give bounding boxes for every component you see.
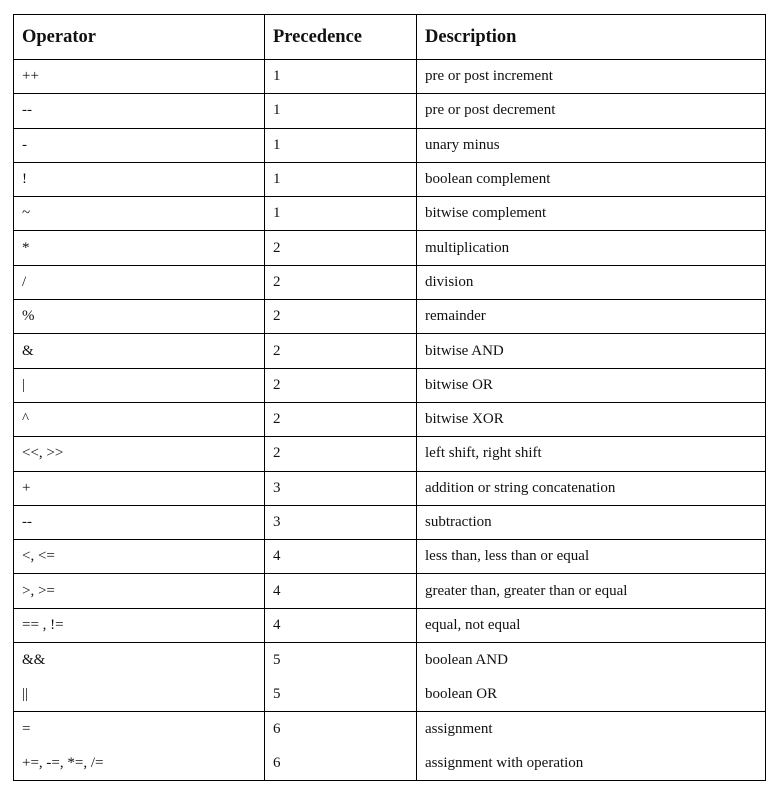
grouped-line: = — [22, 721, 31, 738]
operator-cell: | — [14, 368, 265, 402]
operator-cell: ~ — [14, 197, 265, 231]
precedence-cell: 4 — [265, 574, 417, 608]
table-header-row — [14, 15, 766, 60]
description-cell: left shift, right shift — [417, 437, 766, 471]
description-cell: greater than, greater than or equal — [417, 574, 766, 608]
table-row — [14, 368, 766, 402]
operator-cell — [14, 643, 265, 712]
table-row — [14, 402, 766, 436]
table-row — [14, 60, 766, 94]
precedence-cell: 4 — [265, 608, 417, 642]
description-cell: division — [417, 265, 766, 299]
operator-cell: & — [14, 334, 265, 368]
operator-cell: <<, >> — [14, 437, 265, 471]
grouped-line: 6 — [273, 755, 281, 772]
table-row — [14, 471, 766, 505]
precedence-cell: 1 — [265, 197, 417, 231]
header-operator: Operator — [14, 15, 265, 60]
precedence-cell: 2 — [265, 265, 417, 299]
table-row — [14, 574, 766, 608]
precedence-cell: 2 — [265, 402, 417, 436]
operator-cell: ! — [14, 162, 265, 196]
description-cell: bitwise complement — [417, 197, 766, 231]
header-description: Description — [417, 15, 766, 60]
grouped-line: || — [22, 686, 29, 703]
description-cell: unary minus — [417, 128, 766, 162]
description-cell — [417, 643, 766, 712]
table-row — [14, 162, 766, 196]
operator-precedence-table — [13, 14, 766, 781]
table-body — [14, 60, 766, 781]
table-row — [14, 608, 766, 642]
grouped-line: +=, -=, *=, /= — [22, 755, 104, 772]
operator-cell: -- — [14, 94, 265, 128]
description-cell: bitwise XOR — [417, 402, 766, 436]
precedence-cell: 1 — [265, 128, 417, 162]
operator-cell: % — [14, 300, 265, 334]
operator-cell: - — [14, 128, 265, 162]
operator-cell: + — [14, 471, 265, 505]
precedence-cell: 2 — [265, 231, 417, 265]
grouped-line: boolean OR — [425, 686, 498, 703]
grouped-line: boolean AND — [425, 652, 508, 669]
table-row — [14, 231, 766, 265]
description-cell: remainder — [417, 300, 766, 334]
description-cell: addition or string concatenation — [417, 471, 766, 505]
description-cell: subtraction — [417, 505, 766, 539]
precedence-cell: 3 — [265, 471, 417, 505]
precedence-cell: 4 — [265, 540, 417, 574]
description-cell: pre or post increment — [417, 60, 766, 94]
operator-cell: <, <= — [14, 540, 265, 574]
operator-cell: ^ — [14, 402, 265, 436]
table-row — [14, 505, 766, 539]
header-precedence: Precedence — [265, 15, 417, 60]
description-cell: multiplication — [417, 231, 766, 265]
table-row — [14, 265, 766, 299]
table-row — [14, 540, 766, 574]
precedence-cell — [265, 712, 417, 781]
table-row — [14, 128, 766, 162]
description-cell — [417, 712, 766, 781]
precedence-cell: 2 — [265, 300, 417, 334]
table-row — [14, 94, 766, 128]
description-cell: bitwise AND — [417, 334, 766, 368]
table-row — [14, 300, 766, 334]
grouped-line: 6 — [273, 721, 281, 738]
precedence-cell: 1 — [265, 162, 417, 196]
grouped-line: 5 — [273, 686, 281, 703]
table-row — [14, 197, 766, 231]
precedence-cell — [265, 643, 417, 712]
table-row — [14, 334, 766, 368]
description-cell: bitwise OR — [417, 368, 766, 402]
precedence-cell: 3 — [265, 505, 417, 539]
grouped-line: && — [22, 652, 46, 669]
description-cell: equal, not equal — [417, 608, 766, 642]
precedence-cell: 2 — [265, 437, 417, 471]
description-cell: boolean complement — [417, 162, 766, 196]
operator-cell — [14, 712, 265, 781]
precedence-cell: 2 — [265, 334, 417, 368]
grouped-line: assignment — [425, 721, 493, 738]
operator-cell: -- — [14, 505, 265, 539]
description-cell: pre or post decrement — [417, 94, 766, 128]
table-row-group — [14, 712, 766, 781]
precedence-cell: 1 — [265, 94, 417, 128]
description-cell: less than, less than or equal — [417, 540, 766, 574]
table-row — [14, 437, 766, 471]
operator-cell: / — [14, 265, 265, 299]
precedence-cell: 2 — [265, 368, 417, 402]
precedence-cell: 1 — [265, 60, 417, 94]
operator-cell: == , != — [14, 608, 265, 642]
operator-cell: >, >= — [14, 574, 265, 608]
operator-cell: * — [14, 231, 265, 265]
table-row-group — [14, 643, 766, 712]
grouped-line: 5 — [273, 652, 281, 669]
grouped-line: assignment with operation — [425, 755, 584, 772]
operator-cell: ++ — [14, 60, 265, 94]
